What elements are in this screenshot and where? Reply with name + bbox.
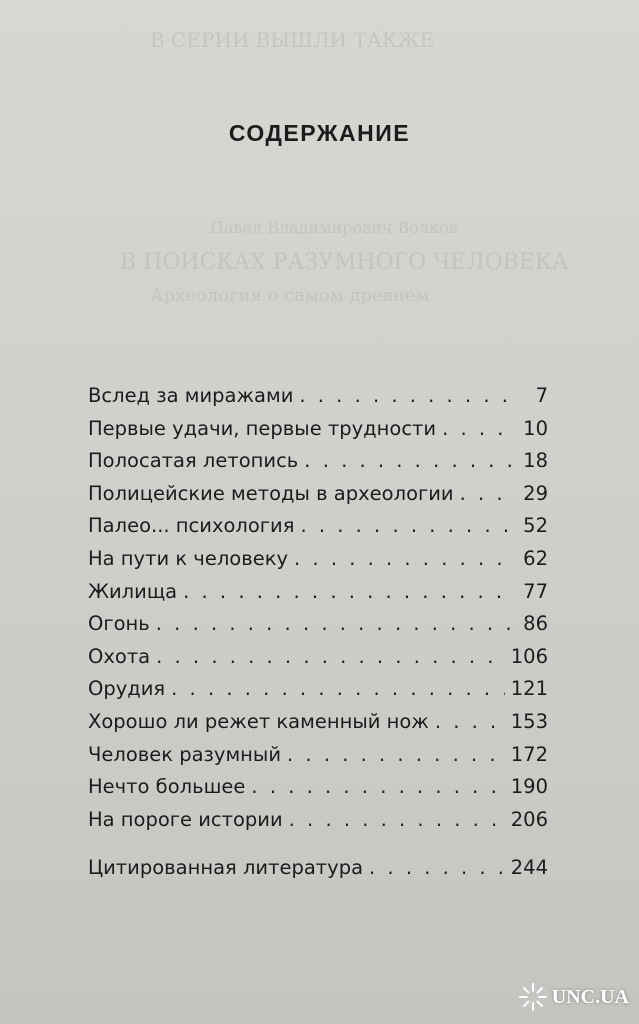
toc-entry-page: 18 xyxy=(523,449,548,473)
toc-entry xyxy=(88,413,548,446)
toc-entry-page: 86 xyxy=(523,612,548,636)
toc-entry-page: 62 xyxy=(523,546,548,570)
toc-entry-page: 29 xyxy=(523,481,548,505)
toc-entry xyxy=(88,445,548,478)
leader-dots xyxy=(171,673,505,705)
toc-entry xyxy=(88,478,548,511)
toc-entry-title: Жилища xyxy=(88,579,178,603)
toc-entry-page: 106 xyxy=(510,644,548,668)
toc-entry-title: Хорошо ли режет каменный нож xyxy=(88,709,429,733)
toc-entry-page: 206 xyxy=(510,807,548,831)
toc-entry-page: 10 xyxy=(523,416,548,440)
leader-dots xyxy=(369,852,505,884)
leader-dots xyxy=(299,380,512,412)
toc-entry-title: Охота xyxy=(88,644,151,668)
toc-entry-title: Орудия xyxy=(88,677,166,701)
leader-dots xyxy=(156,641,505,673)
toc-entry xyxy=(88,641,548,674)
watermark-text: UNC.UA xyxy=(551,985,629,1008)
leader-dots xyxy=(183,576,512,608)
toc-entry-title: Цитированная литература xyxy=(88,856,364,880)
toc-entry xyxy=(88,771,548,804)
bleed-through-text: Археология о самом древнем xyxy=(150,285,430,306)
leader-dots xyxy=(304,445,512,477)
toc-entry-title: Первые удачи, первые трудности xyxy=(88,416,437,440)
toc-entry-page: 77 xyxy=(523,579,548,603)
toc-entry-page: 153 xyxy=(510,709,548,733)
toc-entry xyxy=(88,739,548,772)
leader-dots xyxy=(435,706,505,738)
toc-entry-page: 121 xyxy=(510,677,548,701)
toc-entry xyxy=(88,510,548,543)
leader-dots xyxy=(442,413,512,445)
leader-dots xyxy=(300,510,512,542)
toc-entry xyxy=(88,706,548,739)
toc-entry-title: Нечто большее xyxy=(88,775,246,799)
toc-entry-title: Полицейские методы в археологии xyxy=(88,481,454,505)
toc-entry xyxy=(88,380,548,413)
leader-dots xyxy=(251,771,504,803)
toc-entry-title: Человек разумный xyxy=(88,742,281,766)
toc-entry-page: 244 xyxy=(510,856,548,880)
toc-entry xyxy=(88,608,548,641)
leader-dots xyxy=(289,804,505,836)
bleed-through-text: Павел Владимирович Волков xyxy=(210,218,458,237)
toc-entry-title: Полосатая летопись xyxy=(88,449,299,473)
table-of-contents xyxy=(88,380,548,885)
toc-entry xyxy=(88,543,548,576)
toc-entry-title: Огонь xyxy=(88,612,150,636)
sunburst-icon xyxy=(518,982,548,1012)
toc-entry-page: 190 xyxy=(510,775,548,799)
toc-entry-page: 7 xyxy=(535,384,548,407)
bleed-through-text: В СЕРИИ ВЫШЛИ ТАКЖЕ xyxy=(150,28,435,52)
toc-entry-page: 52 xyxy=(523,514,548,538)
leader-dots xyxy=(287,739,505,771)
toc-entry xyxy=(88,673,548,706)
toc-entry-title: Вслед за миражами xyxy=(88,384,294,407)
toc-entry-title: На пороге истории xyxy=(88,807,283,831)
leader-dots xyxy=(460,478,512,510)
toc-entry-page: 172 xyxy=(510,742,548,766)
toc-entry xyxy=(88,576,548,609)
page-title: СОДЕРЖАНИЕ xyxy=(228,120,411,146)
site-watermark xyxy=(518,982,629,1012)
leader-dots xyxy=(156,608,512,640)
toc-entry-title: На пути к человеку xyxy=(88,546,289,570)
bleed-through-text: В ПОИСКАХ РАЗУМНОГО ЧЕЛОВЕКА xyxy=(120,250,569,275)
toc-entry xyxy=(88,804,548,837)
leader-dots xyxy=(294,543,512,575)
toc-entry-bibliography xyxy=(88,852,548,885)
toc-entry-title: Палео... психология xyxy=(88,514,295,538)
